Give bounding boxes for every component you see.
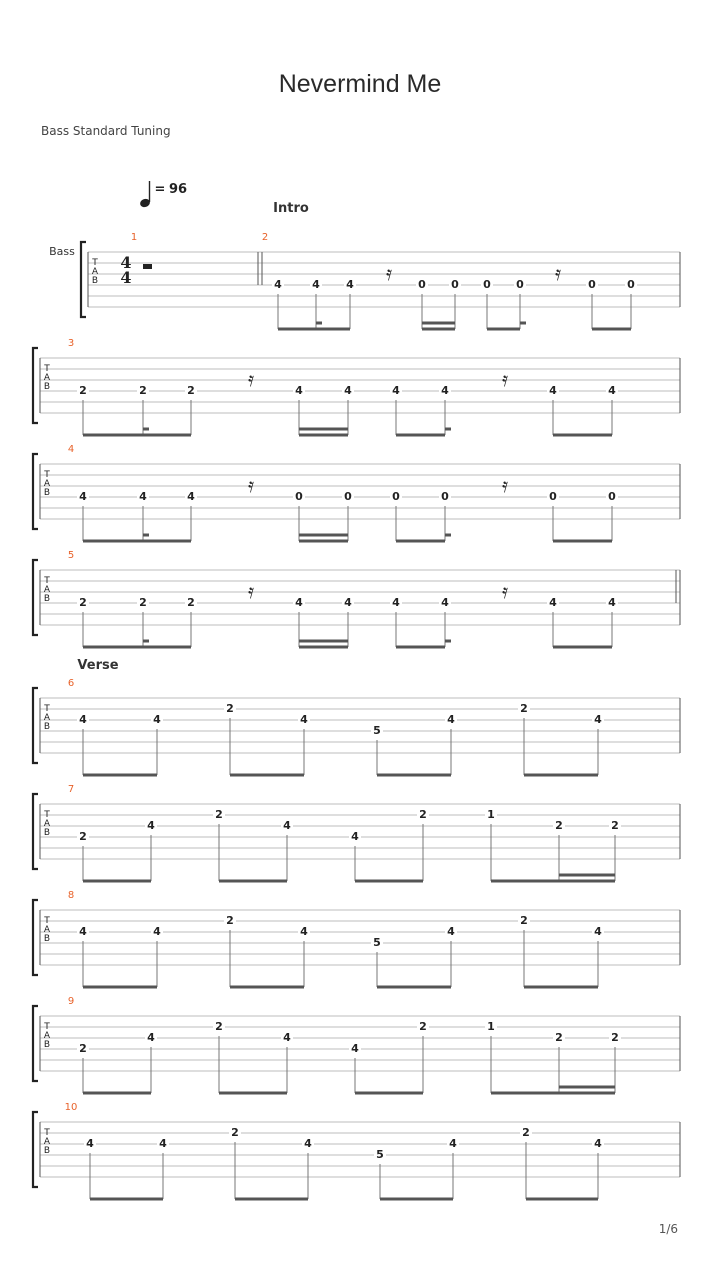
tempo-bpm: 96	[168, 182, 188, 197]
tuning-label: Bass Standard Tuning	[41, 124, 171, 138]
tab-letter: B	[43, 1146, 51, 1156]
sixteenth-rest-symbol: 𝄿	[247, 579, 255, 603]
tab-letter: A	[43, 1137, 51, 1147]
fret-number: 4	[295, 596, 303, 609]
fret-number: 4	[351, 830, 359, 843]
measure-number: 2	[261, 232, 269, 243]
fret-number: 0	[441, 490, 449, 503]
fret-number: 4	[392, 596, 400, 609]
fret-number: 2	[555, 1031, 563, 1044]
fret-number: 4	[295, 384, 303, 397]
tab-letter: T	[44, 704, 50, 714]
fret-number: 4	[147, 1031, 155, 1044]
fret-number: 4	[187, 490, 195, 503]
fret-number: 4	[79, 713, 87, 726]
fret-number: 2	[187, 596, 195, 609]
system-bracket	[33, 454, 38, 529]
sixteenth-rest-symbol: 𝄿	[247, 367, 255, 391]
fret-number: 2	[419, 1020, 427, 1033]
measure-number: 8	[67, 890, 75, 901]
fret-number: 2	[555, 819, 563, 832]
fret-number: 2	[79, 596, 87, 609]
fret-number: 4	[147, 819, 155, 832]
section-label-verse: Verse	[77, 658, 119, 673]
tab-letter: B	[43, 594, 51, 604]
fret-number: 4	[594, 713, 602, 726]
tab-letter: B	[43, 488, 51, 498]
tab-letter: B	[43, 382, 51, 392]
time-signature-denominator: 4	[120, 268, 132, 287]
tab-letter: A	[43, 713, 51, 723]
fret-number: 4	[159, 1137, 167, 1150]
fret-number: 2	[611, 819, 619, 832]
measure-number: 4	[67, 444, 75, 455]
sixteenth-rest-symbol: 𝄿	[501, 367, 509, 391]
tab-letter: A	[91, 267, 99, 277]
fret-number: 0	[588, 278, 596, 291]
fret-number: 4	[594, 1137, 602, 1150]
fret-number: 5	[373, 936, 381, 949]
fret-number: 2	[520, 914, 528, 927]
tab-letter: A	[43, 925, 51, 935]
fret-number: 2	[226, 702, 234, 715]
fret-number: 2	[187, 384, 195, 397]
fret-number: 4	[344, 596, 352, 609]
fret-number: 0	[392, 490, 400, 503]
tab-letter: A	[43, 1031, 51, 1041]
fret-number: 2	[611, 1031, 619, 1044]
tab-letter: T	[44, 810, 50, 820]
tab-letter: T	[92, 258, 98, 268]
fret-number: 4	[153, 925, 161, 938]
fret-number: 5	[373, 724, 381, 737]
fret-number: 4	[86, 1137, 94, 1150]
tab-letter: T	[44, 916, 50, 926]
tab-letter: A	[43, 819, 51, 829]
page-number: 1/6	[658, 1222, 678, 1236]
fret-number: 0	[451, 278, 459, 291]
tab-letter: T	[44, 364, 50, 374]
system-bracket	[33, 688, 38, 763]
fret-number: 2	[215, 808, 223, 821]
tab-letter: T	[44, 1128, 50, 1138]
fret-number: 2	[231, 1126, 239, 1139]
tab-letter: B	[43, 934, 51, 944]
fret-number: 0	[295, 490, 303, 503]
tab-letter: T	[44, 470, 50, 480]
sixteenth-rest-symbol: 𝄿	[554, 261, 562, 285]
fret-number: 4	[447, 713, 455, 726]
fret-number: 2	[226, 914, 234, 927]
fret-number: 4	[300, 713, 308, 726]
fret-number: 4	[549, 384, 557, 397]
fret-number: 2	[79, 384, 87, 397]
fret-number: 2	[79, 1042, 87, 1055]
system-bracket	[33, 560, 38, 635]
system-bracket	[33, 1006, 38, 1081]
fret-number: 4	[283, 819, 291, 832]
tab-letter: B	[43, 828, 51, 838]
sixteenth-rest-symbol: 𝄿	[501, 579, 509, 603]
sixteenth-rest-symbol: 𝄿	[247, 473, 255, 497]
tab-letter: A	[43, 585, 51, 595]
fret-number: 4	[441, 596, 449, 609]
fret-number: 4	[594, 925, 602, 938]
fret-number: 2	[79, 830, 87, 843]
fret-number: 4	[351, 1042, 359, 1055]
measure-number: 5	[67, 550, 75, 561]
fret-number: 4	[283, 1031, 291, 1044]
section-label-intro: Intro	[273, 201, 309, 216]
fret-number: 2	[520, 702, 528, 715]
fret-number: 4	[304, 1137, 312, 1150]
tab-letter: A	[43, 479, 51, 489]
fret-number: 4	[344, 384, 352, 397]
system-bracket	[33, 348, 38, 423]
system-bracket	[33, 900, 38, 975]
fret-number: 4	[549, 596, 557, 609]
fret-number: 4	[312, 278, 320, 291]
time-signature-numerator: 4	[120, 253, 132, 272]
fret-number: 4	[346, 278, 354, 291]
system-bracket	[33, 1112, 38, 1187]
fret-number: 4	[274, 278, 282, 291]
fret-number: 0	[344, 490, 352, 503]
fret-number: 0	[608, 490, 616, 503]
sixteenth-rest-symbol: 𝄿	[501, 473, 509, 497]
sixteenth-rest-symbol: 𝄿	[385, 261, 393, 285]
fret-number: 0	[418, 278, 426, 291]
fret-number: 4	[608, 596, 616, 609]
fret-number: 4	[608, 384, 616, 397]
tempo-equals: =	[154, 182, 166, 197]
tab-letter: B	[43, 1040, 51, 1050]
fret-number: 4	[79, 925, 87, 938]
fret-number: 0	[549, 490, 557, 503]
fret-number: 0	[483, 278, 491, 291]
fret-number: 5	[376, 1148, 384, 1161]
measure-number: 3	[67, 338, 75, 349]
fret-number: 2	[215, 1020, 223, 1033]
measure-number: 1	[130, 232, 138, 243]
fret-number: 4	[392, 384, 400, 397]
fret-number: 4	[153, 713, 161, 726]
tab-letter: A	[43, 373, 51, 383]
system-bracket	[33, 794, 38, 869]
measure-number: 9	[67, 996, 75, 1007]
system-bracket	[81, 242, 86, 317]
fret-number: 4	[449, 1137, 457, 1150]
fret-number: 1	[487, 808, 495, 821]
tab-letter: B	[43, 722, 51, 732]
fret-number: 4	[447, 925, 455, 938]
fret-number: 0	[627, 278, 635, 291]
fret-number: 4	[300, 925, 308, 938]
fret-number: 2	[522, 1126, 530, 1139]
measure-number: 7	[67, 784, 75, 795]
fret-number: 2	[139, 596, 147, 609]
fret-number: 2	[139, 384, 147, 397]
tab-letter: T	[44, 1022, 50, 1032]
whole-rest-symbol	[143, 264, 152, 269]
fret-number: 2	[419, 808, 427, 821]
measure-number: 10	[64, 1102, 78, 1113]
instrument-label: Bass	[49, 245, 75, 258]
tab-letter: T	[44, 576, 50, 586]
tab-letter: B	[91, 276, 99, 286]
fret-number: 4	[441, 384, 449, 397]
fret-number: 4	[79, 490, 87, 503]
song-title: Nevermind Me	[278, 70, 442, 98]
fret-number: 1	[487, 1020, 495, 1033]
fret-number: 4	[139, 490, 147, 503]
measure-number: 6	[67, 678, 75, 689]
fret-number: 0	[516, 278, 524, 291]
